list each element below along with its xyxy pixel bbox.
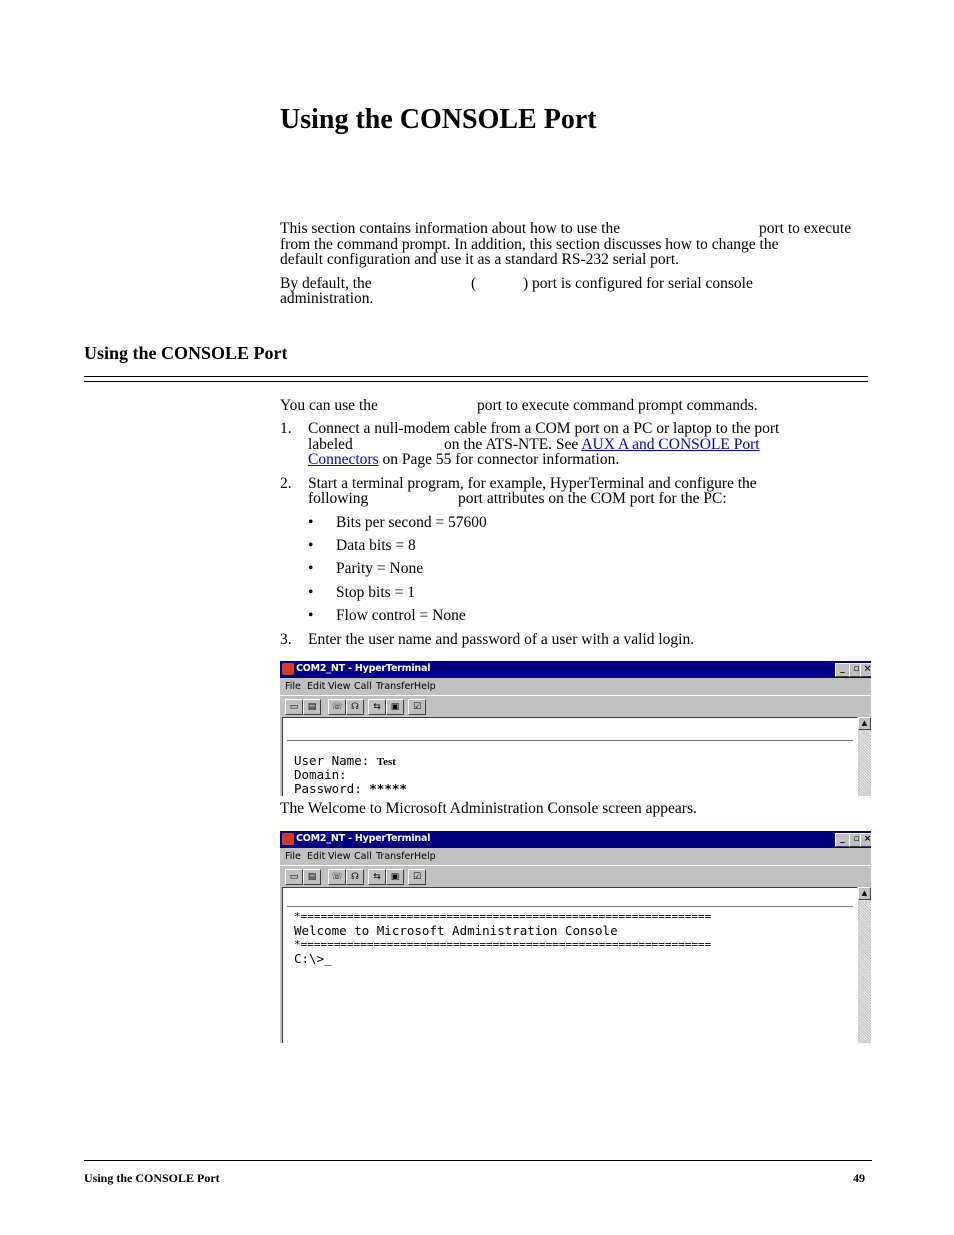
window-titlebar <box>280 831 871 848</box>
terminal-area[interactable] <box>282 717 858 796</box>
bullet-item <box>308 561 423 577</box>
footer-title: Using the CONSOLE Port <box>84 1171 220 1185</box>
phone-icon[interactable]: ☏ <box>328 869 346 885</box>
new-document-icon[interactable]: ▭ <box>285 699 303 715</box>
properties-icon[interactable]: ☑ <box>408 699 426 715</box>
intro-p1-text-a: This section contains information about how to use the <box>280 220 621 237</box>
window-title: COM2_NT - HyperTerminal <box>296 663 431 674</box>
step-2-line2-b: port attributes on the COM port for the PC: <box>458 490 727 507</box>
receive-icon[interactable]: ▣ <box>386 869 404 885</box>
password-label: Password: <box>294 781 362 796</box>
bullet-text: Stop bits = 1 <box>336 584 415 601</box>
scroll-up-icon[interactable]: ▲ <box>858 887 871 900</box>
bullet-icon: • <box>308 560 314 577</box>
use-intro-b: port to execute command prompt commands. <box>477 397 758 414</box>
maximize-icon[interactable]: ▫ <box>849 663 864 677</box>
welcome-caption: The Welcome to Microsoft Administration Console screen appears. <box>280 800 697 817</box>
intro-p2-line2: administration. <box>280 290 374 307</box>
section-rule-bottom <box>84 381 868 382</box>
bullet-icon: • <box>308 584 314 601</box>
maximize-icon[interactable]: ▫ <box>849 833 864 847</box>
step-2-line2-a: following <box>308 490 369 507</box>
page-number: 49 <box>853 1171 865 1185</box>
vertical-scrollbar[interactable] <box>858 887 871 1043</box>
open-folder-icon[interactable]: ▤ <box>303 869 321 885</box>
menu-view[interactable]: View <box>328 681 351 692</box>
menu-file[interactable]: File <box>285 681 301 692</box>
hyperterminal-welcome-window <box>280 831 871 1043</box>
menu-view[interactable]: View <box>328 851 351 862</box>
intro-p1-text-b: port to execute <box>759 220 852 237</box>
welcome-separator-bottom: *============================================================== <box>294 938 712 951</box>
step-1-number: 1. <box>280 420 292 437</box>
bullet-text: Bits per second = 57600 <box>336 514 487 531</box>
use-intro-a: You can use the <box>280 397 378 414</box>
menu-file[interactable]: File <box>285 851 301 862</box>
menu-edit[interactable]: Edit <box>307 851 326 862</box>
close-icon[interactable]: × <box>860 663 871 677</box>
disconnect-icon[interactable]: ☊ <box>346 869 364 885</box>
properties-icon[interactable]: ☑ <box>408 869 426 885</box>
section-rule-top <box>84 376 868 377</box>
aux-console-link-part2[interactable]: Connectors <box>308 451 379 468</box>
footer-rule <box>84 1160 872 1161</box>
new-document-icon[interactable]: ▭ <box>285 869 303 885</box>
user-name-label: User Name: <box>294 753 370 768</box>
intro-paragraph-1 <box>280 221 620 237</box>
menu-transfer[interactable]: Transfer <box>376 851 415 862</box>
password-value: ***** <box>369 781 407 796</box>
bullet-item <box>308 608 466 624</box>
step-3-line1: Enter the user name and password of a user with a valid login. <box>308 631 695 648</box>
intro-p2-text-a: By default, the <box>280 275 372 292</box>
send-icon[interactable]: ⇆ <box>368 869 386 885</box>
bullet-icon: • <box>308 537 314 554</box>
user-name-value: Test <box>376 756 396 768</box>
window-title: COM2_NT - HyperTerminal <box>296 833 431 844</box>
open-folder-icon[interactable]: ▤ <box>303 699 321 715</box>
step-1-line2-a: labeled <box>308 436 353 453</box>
step-2-line1: Start a terminal program, for example, HyperTerminal and configure the <box>308 475 757 492</box>
minimize-icon[interactable]: _ <box>835 663 850 677</box>
bullet-text: Parity = None <box>336 560 424 577</box>
bullet-item <box>308 515 487 531</box>
domain-label: Domain: <box>294 767 347 782</box>
step-3-number: 3. <box>280 631 292 648</box>
bullet-text: Flow control = None <box>336 607 466 624</box>
hyperterminal-icon <box>282 663 294 675</box>
menu-call[interactable]: Call <box>354 681 372 692</box>
section-heading: Using the CONSOLE Port <box>84 343 288 363</box>
step-1-line3-rest: on Page 55 for connector information. <box>382 451 620 468</box>
command-prompt: C:\>_ <box>294 951 332 966</box>
menu-edit[interactable]: Edit <box>307 681 326 692</box>
window-titlebar <box>280 661 871 678</box>
scroll-up-icon[interactable]: ▲ <box>858 717 871 730</box>
step-1-line1: Connect a null-modem cable from a COM port on a PC or laptop to the port <box>308 420 780 437</box>
bullet-item <box>308 538 416 554</box>
welcome-message: Welcome to Microsoft Administration Console <box>294 923 618 938</box>
step-1-line3 <box>308 452 619 468</box>
intro-p2-text-b: ) port is configured for serial console <box>523 275 753 292</box>
disconnect-icon[interactable]: ☊ <box>346 699 364 715</box>
page-title: Using the CONSOLE Port <box>280 104 597 135</box>
bullet-icon: • <box>308 607 314 624</box>
menu-help[interactable]: Help <box>414 681 436 692</box>
menu-help[interactable]: Help <box>414 851 436 862</box>
menu-transfer[interactable]: Transfer <box>376 681 415 692</box>
close-icon[interactable]: × <box>860 833 871 847</box>
bullet-item <box>308 585 415 601</box>
send-icon[interactable]: ⇆ <box>368 699 386 715</box>
menu-call[interactable]: Call <box>354 851 372 862</box>
login-password-line <box>294 782 407 796</box>
step-2-number: 2. <box>280 475 292 492</box>
bullet-icon: • <box>308 514 314 531</box>
bullet-text: Data bits = 8 <box>336 537 416 554</box>
toolbar <box>280 695 871 716</box>
intro-p2-paren: ( <box>471 275 477 292</box>
menu-bar <box>280 849 871 864</box>
intro-p1-line2: from the command prompt. In addition, this section discusses how to change the <box>280 236 779 253</box>
hyperterminal-icon <box>282 833 294 845</box>
phone-icon[interactable]: ☏ <box>328 699 346 715</box>
menu-bar <box>280 679 871 694</box>
toolbar <box>280 865 871 886</box>
step-1-line2-b: on the ATS-NTE. See <box>444 436 579 453</box>
intro-p1-line3: default configuration and use it as a standard RS-232 serial port. <box>280 251 680 268</box>
receive-icon[interactable]: ▣ <box>386 699 404 715</box>
hyperterminal-login-window <box>280 661 871 796</box>
minimize-icon[interactable]: _ <box>835 833 850 847</box>
welcome-separator-top: *============================================================== <box>294 910 712 923</box>
aux-console-link-part1[interactable]: AUX A and CONSOLE Port <box>581 436 760 453</box>
terminal-area[interactable] <box>282 887 858 1043</box>
